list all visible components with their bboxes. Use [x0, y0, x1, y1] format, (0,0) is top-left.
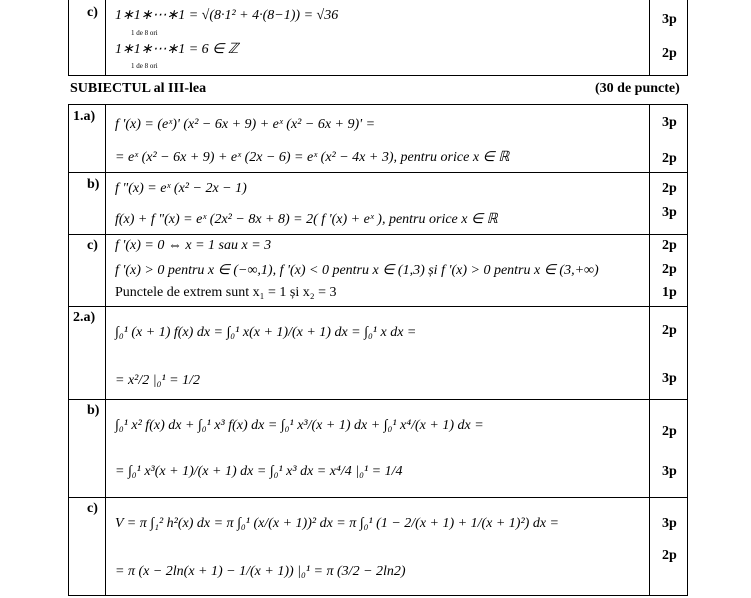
top-label: c) [87, 5, 98, 20]
row-1b [68, 172, 688, 235]
top-points-1: 3p [662, 12, 677, 27]
top-points-2: 2p [662, 46, 677, 61]
row-points: 3p [662, 516, 677, 531]
row-points: 2p [662, 262, 677, 277]
row-line: = π (x − 2ln(x + 1) − 1/(x + 1)) |₀¹ = π (3/2 − 2ln2) [115, 564, 406, 579]
row-label: 2.a) [73, 310, 96, 325]
row-points: 3p [662, 464, 677, 479]
row-2b [68, 399, 688, 498]
top-line-1: 1∗1∗⋯∗1 = √(8·1² + 4·(8−1)) = √36 [115, 8, 339, 23]
row-points: 2p [662, 323, 677, 338]
top-under-2: 1 de 8 ori [131, 62, 158, 70]
section-points: (30 de puncte) [595, 81, 680, 96]
row-points: 2p [662, 238, 677, 253]
row-2a [68, 306, 688, 400]
row-label: b) [87, 403, 100, 418]
row-2c [68, 497, 688, 596]
row-points: 2p [662, 181, 677, 196]
section-title: SUBIECTUL al III-lea [70, 81, 207, 96]
row-points: 2p [662, 151, 677, 166]
row-points: 1p [662, 285, 677, 300]
row-line: ∫₀¹ (x + 1) f(x) dx = ∫₀¹ x(x + 1)/(x + 1) dx = ∫₀¹ x dx = [115, 325, 417, 340]
row-line: = ∫₀¹ x³(x + 1)/(x + 1) dx = ∫₀¹ x³ dx = x⁴/4 |₀¹ = 1/4 [115, 464, 403, 479]
row-line: f '(x) = (eˣ)' (x² − 6x + 9) + eˣ (x² − 6x + 9)' = [115, 117, 376, 132]
row-line: = eˣ (x² − 6x + 9) + eˣ (2x − 6) = eˣ (x² − 4x + 3), pentru orice x ∈ ℝ [115, 150, 510, 165]
row-points: 3p [662, 205, 677, 220]
top-fragment [68, 0, 688, 76]
row-points: 3p [662, 115, 677, 130]
row-1a [68, 104, 688, 173]
row-points: 2p [662, 548, 677, 563]
row-label: 1.a) [73, 109, 96, 124]
row-label: c) [87, 238, 98, 253]
row-line: f(x) + f "(x) = eˣ (2x² − 8x + 8) = 2( f '(x) + eˣ ), pentru orice x ∈ ℝ [115, 212, 498, 227]
row-label: c) [87, 501, 98, 516]
row-line: f "(x) = eˣ (x² − 2x − 1) [115, 181, 247, 196]
row-points: 2p [662, 424, 677, 439]
row-line: = x²/2 |₀¹ = 1/2 [115, 373, 200, 388]
row-label: b) [87, 177, 100, 192]
top-under-1: 1 de 8 ori [131, 29, 158, 37]
row-line: f '(x) > 0 pentru x ∈ (−∞,1), f '(x) < 0 pentru x ∈ (1,3) și f '(x) > 0 pentru x ∈ (3,+∞) [115, 263, 599, 278]
row-1c [68, 234, 688, 307]
row-line: ∫₀¹ x² f(x) dx + ∫₀¹ x³ f(x) dx = ∫₀¹ x³/(x + 1) dx + ∫₀¹ x⁴/(x + 1) dx = [115, 418, 484, 433]
row-line: Punctele de extrem sunt x₁ = 1 și x₂ = 3 [115, 285, 337, 300]
row-line: V = π ∫₁² h²(x) dx = π ∫₀¹ (x/(x + 1))² dx = π ∫₀¹ (1 − 2/(x + 1) + 1/(x + 1)²) dx = [115, 516, 559, 531]
row-line: f '(x) = 0 ⇔ x = 1 sau x = 3 [115, 238, 272, 253]
top-line-2: 1∗1∗⋯∗1 = 6 ∈ ℤ [115, 42, 239, 57]
row-points: 3p [662, 371, 677, 386]
